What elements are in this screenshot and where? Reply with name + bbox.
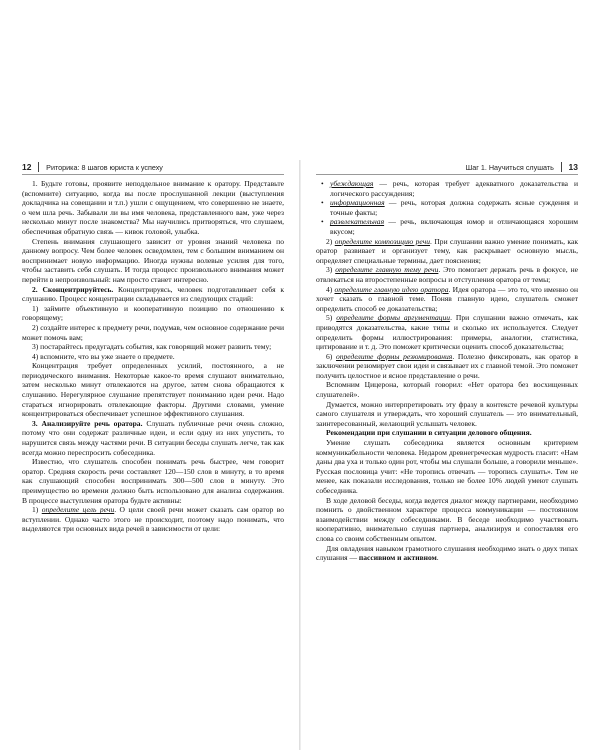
right-page-number: 13 — [568, 162, 578, 172]
paragraph: 2. Сконцентрируйтесь. Концентрируясь, человек подготавливает себя к слушанию. Процесс концентрации складывается из следующих стадий: — [22, 284, 284, 304]
paragraph: Вспомним Цицерона, который говорил: «Нет оратора без восхищенных слушателей». — [316, 380, 578, 400]
paragraph: 3) определите главную тему речи. Это помогает держать речь в фокусе, не отвлекаться на второстепенные вопросы и отступления оратора от темы; — [316, 265, 578, 284]
list-item: • развлекательная — речь, включающая юмор и отличающаяся хорошим вкусом; — [321, 217, 578, 236]
paragraph: В ходе деловой беседы, когда ведется диалог между партнерами, необходимо помнить о двойственном характере процесса коммуникации — постоянном взаимодействии между собеседниками. В беседе необходимо участвовать кооперативно, внимательно слушая партнера, анализируя и сопоставляя его слова со своим собственным опытом. — [316, 495, 578, 543]
paragraph: 5) определите формы аргументации. При слушании важно отмечать, как приводятся доказательства, какие типы и сколько их используется. Следует определить формы иллюстрирования: примеры, аналогии, статистика, цитирование и т. д. Это поможет критически оценить способ доказательства; — [316, 313, 578, 352]
paragraph: 2) создайте интерес к предмету речи, подумав, чем основное содержание речи может помочь вам; — [22, 322, 284, 342]
running-head-divider — [38, 162, 39, 172]
section-heading: Рекомендации при слушании в ситуации делового общения. — [326, 428, 532, 438]
paragraph: 2) определите композицию речи. При слушании важно умение понимать, как оратор развивает и организует тему, как раскрывает основную мысль, определяет специальные термины, дает пояснения; — [316, 236, 578, 265]
paragraph: 4) определите главную идею оратора. Идея оратора — это то, что именно он хочет сказать о главной теме. Поняв главную идею, слушатель сможет определить способ ее доказательства; — [316, 284, 578, 313]
left-page-text — [22, 179, 284, 534]
paragraph: 4) вспомните, что вы уже знаете о предмете. — [32, 351, 175, 361]
paragraph: Известно, что слушатель способен понимать речь быстрее, чем говорит оратор. Средняя скорость речи составляет 120—150 слов в минуту, в то время как слушающий способен воспринимать 300—500 слов в минуту. Это преимущество во времени должно быть использовано для анализа содержания. В процессе выступления оратора будьте активны: — [22, 457, 284, 505]
left-running-head — [22, 160, 284, 175]
running-head-divider — [561, 162, 562, 172]
list-item: • информационная — речь, которая должна содержать ясные суждения и точные факты; — [321, 198, 578, 217]
paragraph: 1) определите цель речи. О цели своей речи может сказать сам оратор во вступлении. Однако часто этого не происходит, поэтому надо понимать, что выделяются три основных вида речей в зависимости от цели: — [22, 505, 284, 534]
paragraph: Для овладения навыком грамотного слушания необходимо знать о двух типах слушания — пассивном и активном. — [316, 543, 578, 563]
list-item: • убеждающая — речь, которая требует адекватного доказательства и логического рассуждения; — [321, 179, 578, 198]
paragraph: 1. Будьте готовы, проявите неподдельное внимание к оратору. Представьте (вспомните) ситуацию, когда вы после прослушанной лекции (выступления докладчика на совещании и т.п.) ушли с ощущением, что совершенно не знаете, о чем шла речь. Забывали ли вы имя человека, представленного вам, уже через несколько минут после знакомства? Мы научились притворяться, что слушаем, обеспечивая обратную связь — кивок головой, улыбка. — [22, 179, 284, 236]
right-running-head-title: Шаг 1. Научиться слушать — [465, 162, 554, 172]
paragraph: Думается, можно интерпретировать эту фразу в контексте речевой культуры самого слушателя и утверждать, что хороший слушатель — это внимательный, заинтересованный, желающий услышать человек. — [316, 399, 578, 428]
bullet-mark: • — [321, 179, 324, 188]
paragraph: 3. Анализируйте речь оратора. Слушать публичные речи очень сложно, потому что они содержат различные идеи, и если одну из них упустить, то нарушится связь между частями речи. В ситуации беседы слушать легче, так как всегда можно переспросить собеседника. — [22, 418, 284, 457]
right-running-head — [316, 160, 578, 175]
bullet-mark: • — [321, 198, 324, 208]
paragraph: 1) займите объективную и кооперативную позицию по отношению к говорящему; — [22, 303, 284, 323]
book-gutter — [299, 160, 301, 750]
left-page-number: 12 — [22, 162, 32, 172]
left-page — [22, 160, 284, 534]
right-page — [316, 160, 578, 563]
paragraph: 6) определите формы резюмирования. Полезно фиксировать, как оратор в заключении резюмирует свои идеи и связывает их с главной темой. Это поможет получить целостное и ясное представление о речи. — [316, 351, 578, 380]
bullet-mark: • — [321, 217, 324, 227]
paragraph: 3) постарайтесь предугадать события, как говорящий может развить тему; — [32, 342, 272, 352]
paragraph: Степень внимания слушающего зависит от уровня знаний человека по данному вопросу. Чем более человек осведомлен, тем с большим вниманием он воспринимает новую информацию. Иногда нужны волевые усилия для того, чтобы заставить себя слушать. И тогда процесс произвольного внимания может перейти в непроизвольный: нам просто станет интересно. — [22, 236, 284, 284]
paragraph: Концентрация требует определенных усилий, постоянного, а не периодического внимания. Некоторые какое-то время слушают внимательно, затем несколько минут отвлекаются на другое, затем снова обращаются к слушанию. Нерегулярное слушание препятствует пониманию идеи речи. Надо стараться игнорировать отвлекающие факторы. Другими словами, умение концентрироваться обеспечивает успешное эффективного слушания. — [22, 361, 284, 419]
paragraph: Умение слушать собеседника является основным критерием коммуникабельности человека. Недаром древнегреческая мудрость гласит: «Нам даны два уха и только один рот, чтобы мы слушали больше, а говорили меньше». Русская пословица учит: «Не торопись отвечать — торопись слушать». Тем не менее, как показали исследования, только не более 10% людей умеют слушать собеседника. — [316, 438, 578, 495]
right-page-text — [316, 179, 578, 563]
left-running-head-title: Риторика: 8 шагов юриста к успеху — [46, 162, 163, 172]
